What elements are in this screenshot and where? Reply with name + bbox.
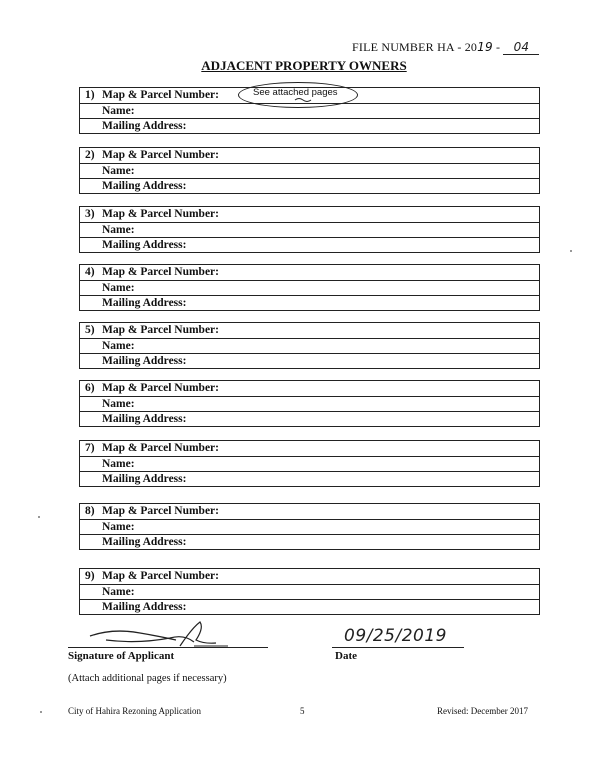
- address-label: Mailing Address:: [102, 355, 187, 367]
- scribble-mark: [294, 97, 312, 103]
- entry-number: 6): [85, 382, 95, 394]
- owner-entry: [79, 440, 540, 487]
- parcel-label: Map & Parcel Number:: [102, 505, 219, 517]
- name-label: Name:: [102, 165, 135, 177]
- file-number-value: 04: [503, 40, 539, 55]
- parcel-row: [80, 148, 539, 163]
- entry-number: 5): [85, 324, 95, 336]
- file-number-label: FILE NUMBER HA - 20: [352, 40, 478, 54]
- parcel-label: Map & Parcel Number:: [102, 570, 219, 582]
- name-label: Name:: [102, 398, 135, 410]
- parcel-label: Map & Parcel Number:: [102, 324, 219, 336]
- address-label: Mailing Address:: [102, 180, 187, 192]
- file-number-year: 19: [477, 40, 493, 54]
- address-label: Mailing Address:: [102, 536, 187, 548]
- name-row: [80, 163, 539, 178]
- page-number: 5: [300, 706, 305, 716]
- name-label: Name:: [102, 458, 135, 470]
- parcel-label: Map & Parcel Number:: [102, 208, 219, 220]
- entry-number: 2): [85, 149, 95, 161]
- address-label: Mailing Address:: [102, 413, 187, 425]
- name-row: [80, 338, 539, 353]
- name-row: [80, 584, 539, 599]
- scan-speck: [570, 250, 572, 252]
- owner-entry: [79, 206, 540, 253]
- parcel-row: [80, 569, 539, 584]
- entry-number: 1): [85, 89, 95, 101]
- address-row: [80, 599, 539, 614]
- parcel-label: Map & Parcel Number:: [102, 442, 219, 454]
- entry-number: 8): [85, 505, 95, 517]
- date-value: 09/25/2019: [344, 626, 447, 646]
- address-row: [80, 411, 539, 426]
- parcel-row: [80, 207, 539, 222]
- owner-entry: [79, 503, 540, 550]
- name-row: [80, 222, 539, 237]
- entry-number: 4): [85, 266, 95, 278]
- name-row: [80, 456, 539, 471]
- scan-speck: [40, 711, 42, 713]
- date-label: Date: [335, 650, 357, 662]
- date-line: [332, 647, 464, 648]
- page-title: ADJACENT PROPERTY OWNERS: [201, 58, 407, 73]
- parcel-row: [80, 323, 539, 338]
- parcel-label: Map & Parcel Number:: [102, 266, 219, 278]
- entry-number: 9): [85, 570, 95, 582]
- parcel-label: Map & Parcel Number:: [102, 149, 219, 161]
- parcel-row: [80, 265, 539, 280]
- entry-number: 3): [85, 208, 95, 220]
- signature-line: [68, 647, 268, 648]
- address-label: Mailing Address:: [102, 601, 187, 613]
- parcel-row: [80, 504, 539, 519]
- address-row: [80, 471, 539, 486]
- see-attached-text: See attached pages: [253, 87, 338, 98]
- name-label: Name:: [102, 521, 135, 533]
- name-row: [80, 519, 539, 534]
- address-row: [80, 534, 539, 549]
- parcel-row: [80, 441, 539, 456]
- address-row: [80, 353, 539, 368]
- file-number: [352, 40, 539, 55]
- name-row: [80, 396, 539, 411]
- see-attached-annotation: [238, 82, 360, 110]
- scan-speck: [38, 516, 40, 518]
- owner-entry: [79, 264, 540, 311]
- owner-entry: [79, 380, 540, 427]
- name-row: [80, 280, 539, 295]
- name-label: Name:: [102, 282, 135, 294]
- footer-right: Revised: December 2017: [437, 706, 528, 716]
- signature-label: Signature of Applicant: [68, 650, 175, 662]
- name-label: Name:: [102, 224, 135, 236]
- address-row: [80, 178, 539, 193]
- address-row: [80, 237, 539, 252]
- name-label: Name:: [102, 340, 135, 352]
- address-label: Mailing Address:: [102, 297, 187, 309]
- file-number-sep: -: [492, 40, 504, 54]
- owner-entry: [79, 147, 540, 194]
- entry-number: 7): [85, 442, 95, 454]
- parcel-row: [80, 381, 539, 396]
- attach-note: (Attach additional pages if necessary): [68, 673, 227, 684]
- owner-entry: [79, 568, 540, 615]
- parcel-label: Map & Parcel Number:: [102, 382, 219, 394]
- address-label: Mailing Address:: [102, 239, 187, 251]
- name-label: Name:: [102, 105, 135, 117]
- owner-entry: [79, 322, 540, 369]
- address-label: Mailing Address:: [102, 473, 187, 485]
- address-row: [80, 118, 539, 133]
- address-label: Mailing Address:: [102, 120, 187, 132]
- footer-left: City of Hahira Rezoning Application: [68, 706, 201, 716]
- name-label: Name:: [102, 586, 135, 598]
- parcel-label: Map & Parcel Number:: [102, 89, 219, 101]
- address-row: [80, 295, 539, 310]
